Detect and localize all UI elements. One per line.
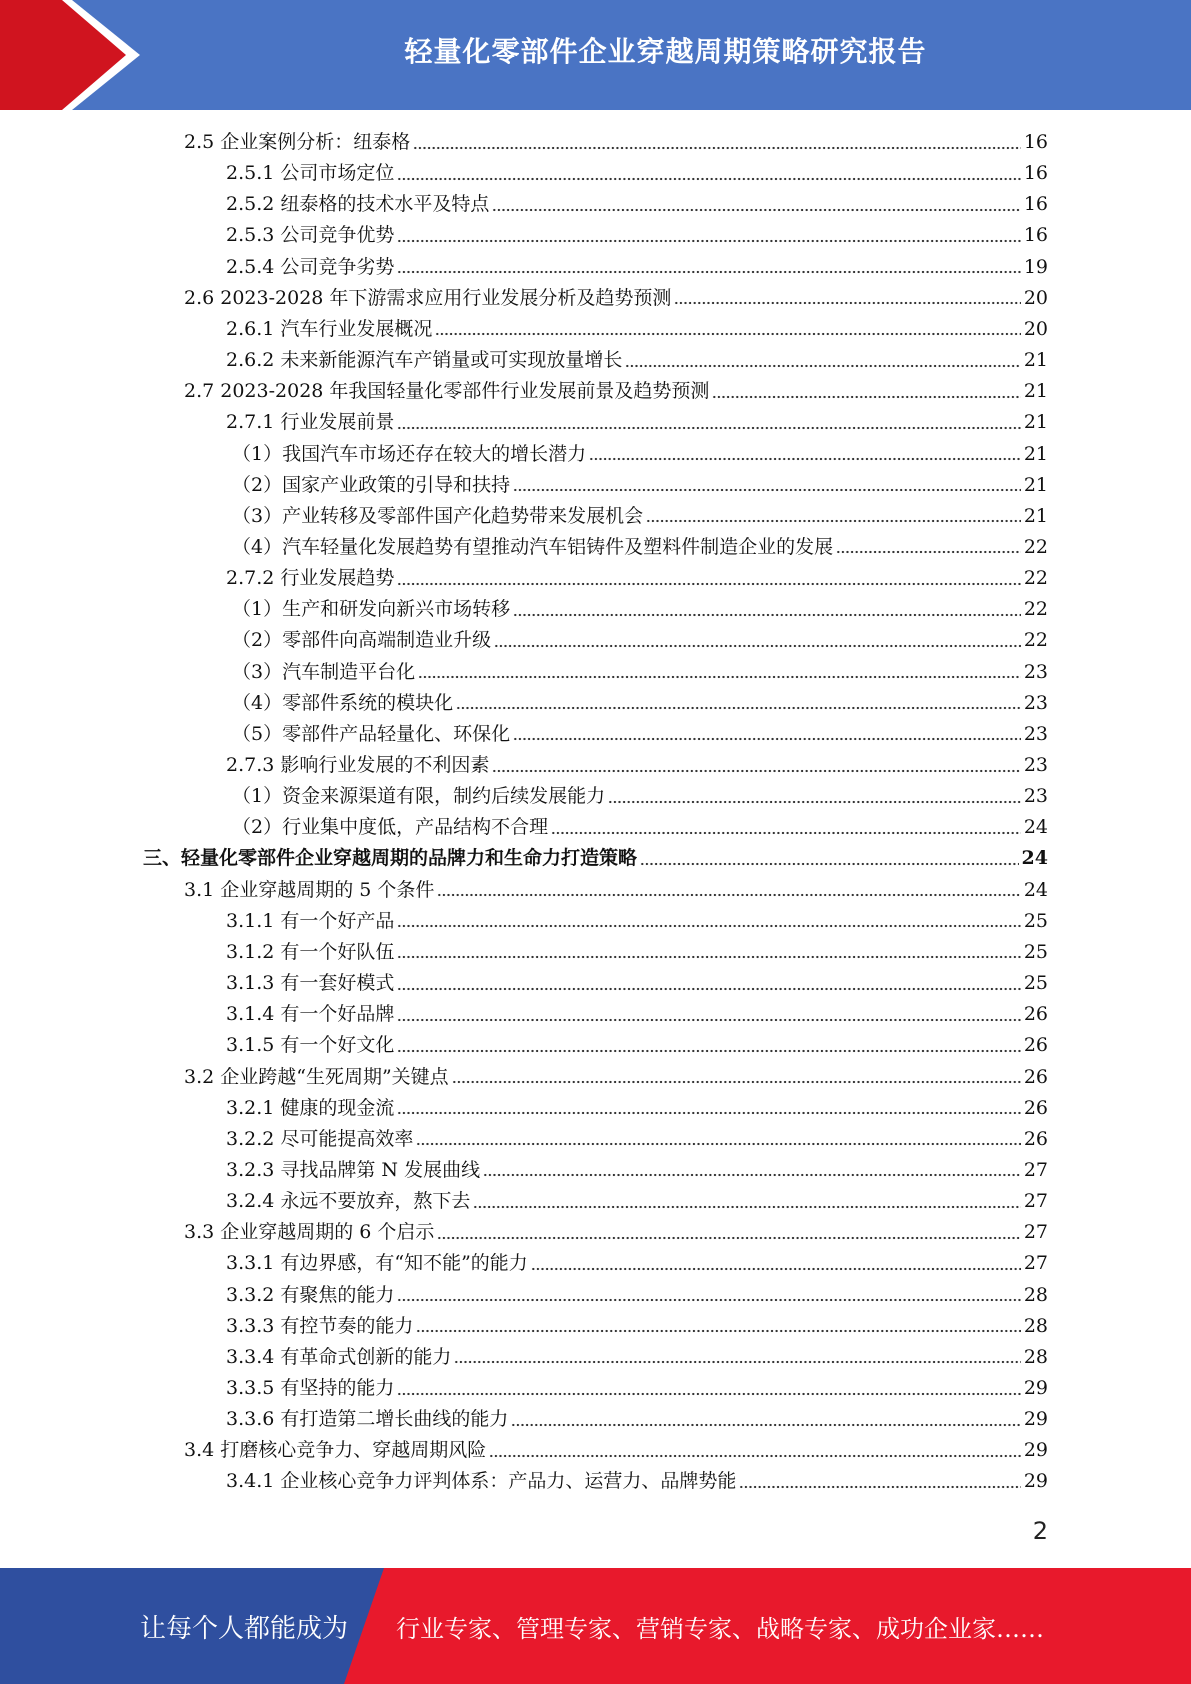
toc-entry-label: （4）零部件系统的模块化: [232, 691, 454, 714]
toc-dot-leader: [397, 985, 1020, 993]
toc-entry-page: 27: [1023, 1221, 1048, 1244]
toc-entry-page: 27: [1023, 1158, 1048, 1181]
header-arrow-decoration: [0, 0, 160, 110]
toc-dot-leader: [435, 330, 1020, 338]
toc-entry-label: （5）零部件产品轻量化、环保化: [232, 722, 511, 745]
toc-entry-label: 3.3.5 有坚持的能力: [226, 1377, 395, 1399]
toc-entry-label: 2.7.3 影响行业发展的不利因素: [226, 754, 490, 776]
toc-entry-label: 3.4.1 企业核心竞争力评判体系：产品力、运营力、品牌势能: [226, 1470, 737, 1493]
toc-dot-leader: [397, 1047, 1020, 1055]
toc-entry-label: 3.3.3 有控节奏的能力: [226, 1314, 414, 1337]
toc-entry-label: 3.2.1 健康的现金流: [226, 1096, 395, 1119]
toc-entry-label: （1）生产和研发向新兴市场转移: [232, 598, 511, 621]
toc-entry[interactable]: [226, 1311, 1048, 1342]
toc-entry-label: 3.3.4 有革命式创新的能力: [226, 1345, 452, 1368]
toc-entry-label: 3.4 打磨核心竞争力、穿越周期风险: [184, 1439, 487, 1462]
toc-entry-page: 21: [1023, 442, 1048, 465]
toc-dot-leader: [646, 517, 1021, 525]
toc-entry-page: 23: [1023, 754, 1048, 776]
toc-entry[interactable]: [232, 501, 1048, 532]
toc-entry-page: 23: [1023, 785, 1048, 808]
toc-dot-leader: [456, 704, 1021, 712]
toc-dot-leader: [739, 1483, 1020, 1491]
toc-dot-leader: [397, 175, 1020, 183]
toc-entry[interactable]: [232, 594, 1048, 625]
toc-entry[interactable]: [226, 220, 1048, 251]
toc-entry-page: 27: [1023, 1190, 1048, 1213]
toc-dot-leader: [416, 1327, 1020, 1335]
toc-entry-page: 19: [1023, 255, 1048, 278]
toc-entry[interactable]: [226, 1466, 1048, 1497]
toc-dot-leader: [397, 1109, 1020, 1117]
toc-dot-leader: [513, 486, 1021, 494]
toc-entry-label: （3）汽车制造平台化: [232, 660, 416, 683]
toc-entry-page: 16: [1023, 224, 1048, 247]
toc-entry[interactable]: [226, 1093, 1048, 1124]
toc-entry[interactable]: [184, 1217, 1048, 1248]
toc-entry-label: 3.2 企业跨越“生死周期”关键点: [184, 1065, 449, 1088]
toc-entry[interactable]: [226, 750, 1048, 781]
toc-entry-page: 20: [1023, 317, 1048, 340]
toc-entry[interactable]: [232, 688, 1048, 719]
toc-entry-page: 21: [1023, 473, 1048, 496]
toc-entry-page: 26: [1023, 1096, 1048, 1119]
toc-entry-page: 21: [1023, 380, 1048, 403]
toc-entry-label: 3.1 企业穿越周期的 5 个条件: [184, 878, 435, 901]
toc-entry-page: 25: [1023, 909, 1048, 932]
toc-entry[interactable]: [226, 563, 1048, 594]
report-title: 轻量化零部件企业穿越周期策略研究报告: [404, 35, 927, 68]
toc-dot-leader: [397, 580, 1020, 588]
toc-entry-page: 26: [1023, 1034, 1048, 1057]
toc-entry-label: 2.5 企业案例分析：纽泰格: [184, 131, 411, 153]
toc-entry-page: 23: [1023, 660, 1048, 683]
toc-entry[interactable]: [226, 407, 1048, 438]
toc-dot-leader: [418, 673, 1021, 681]
toc-entry-label: 3.1.5 有一个好文化: [226, 1034, 395, 1057]
toc-entry[interactable]: [226, 1155, 1048, 1186]
toc-dot-leader: [494, 642, 1021, 650]
toc-entry[interactable]: [232, 625, 1048, 656]
toc-entry-label: 2.5.4 公司竞争劣势: [226, 255, 395, 278]
toc-dot-leader: [589, 455, 1021, 463]
toc-entry-label: （1）我国汽车市场还存在较大的增长潜力: [232, 442, 587, 465]
toc-entry-page: 28: [1023, 1283, 1048, 1306]
toc-entry-page: 29: [1023, 1439, 1048, 1462]
toc-entry-label: 2.7.1 行业发展前景: [226, 411, 395, 434]
toc-dot-leader: [397, 1390, 1020, 1398]
toc-entry[interactable]: [143, 843, 1048, 874]
toc-entry-label: （2）国家产业政策的引导和扶持: [232, 473, 511, 496]
toc-entry-page: 26: [1023, 1127, 1048, 1150]
toc-dot-leader: [608, 798, 1021, 806]
toc-entry-page: 16: [1023, 162, 1048, 185]
toc-entry-label: 2.6.2 未来新能源汽车产销量或可实现放量增长: [226, 349, 623, 372]
page-header: [0, 0, 1191, 110]
toc-entry-label: 3.1.1 有一个好产品: [226, 909, 395, 932]
toc-dot-leader: [483, 1171, 1021, 1179]
toc-entry-label: 三、轻量化零部件企业穿越周期的品牌力和生命力打造策略: [143, 847, 638, 870]
toc-entry[interactable]: [226, 906, 1048, 937]
toc-entry-label: 2.5.1 公司市场定位: [226, 162, 395, 185]
toc-entry-page: 24: [1023, 878, 1048, 901]
toc-entry-label: 3.3.2 有聚焦的能力: [226, 1283, 395, 1306]
toc-entry-page: 21: [1023, 504, 1048, 527]
toc-entry[interactable]: [184, 1062, 1048, 1093]
toc-entry[interactable]: [226, 158, 1048, 189]
toc-entry[interactable]: [232, 719, 1048, 750]
toc-dot-leader: [513, 735, 1021, 743]
toc-dot-leader: [397, 424, 1020, 432]
toc-entry-label: 2.6.1 汽车行业发展概况: [226, 317, 433, 340]
toc-entry-page: 26: [1023, 1003, 1048, 1026]
toc-dot-leader: [489, 1452, 1021, 1460]
toc-entry[interactable]: [226, 937, 1048, 968]
toc-entry-page: 24: [1023, 816, 1048, 839]
toc-entry[interactable]: [184, 1435, 1048, 1466]
toc-dot-leader: [397, 922, 1020, 930]
toc-entry[interactable]: [184, 283, 1048, 314]
toc-entry-label: （1）资金来源渠道有限，制约后续发展能力: [232, 785, 606, 808]
toc-entry[interactable]: [184, 875, 1048, 906]
toc-entry[interactable]: [232, 532, 1048, 563]
toc-entry[interactable]: [226, 345, 1048, 376]
toc-entry[interactable]: [184, 376, 1048, 407]
toc-entry[interactable]: [232, 657, 1048, 688]
toc-entry-label: 3.3 企业穿越周期的 6 个启示: [184, 1221, 435, 1244]
toc-entry-page: 29: [1023, 1408, 1048, 1431]
toc-entry-page: 28: [1023, 1314, 1048, 1337]
toc-entry-page: 27: [1023, 1252, 1048, 1275]
toc-entry-page: 24: [1021, 847, 1048, 870]
toc-entry-page: 25: [1023, 972, 1048, 995]
toc-entry-label: 2.6 2023-2028 年下游需求应用行业发展分析及趋势预测: [184, 286, 672, 309]
toc-entry-label: （2）行业集中度低，产品结构不合理: [232, 816, 549, 839]
toc-dot-leader: [674, 299, 1020, 307]
toc-dot-leader: [452, 1078, 1021, 1086]
toc-dot-leader: [437, 891, 1020, 899]
toc-dot-leader: [416, 1140, 1020, 1148]
toc-entry-label: 3.1.4 有一个好品牌: [226, 1003, 395, 1026]
toc-entry[interactable]: [232, 439, 1048, 470]
toc-dot-leader: [397, 237, 1020, 245]
toc-dot-leader: [437, 1234, 1020, 1242]
toc-entry-page: 22: [1023, 567, 1048, 590]
toc-dot-leader: [625, 362, 1020, 370]
toc-entry-label: （3）产业转移及零部件国产化趋势带来发展机会: [232, 504, 644, 527]
toc-entry[interactable]: [184, 127, 1048, 158]
toc-entry-label: 2.5.3 公司竞争优势: [226, 224, 395, 247]
toc-dot-leader: [397, 1296, 1020, 1304]
toc-entry-label: 3.3.1 有边界感，有“知不能”的能力: [226, 1252, 528, 1275]
toc-entry-page: 21: [1023, 411, 1048, 434]
toc-entry[interactable]: [226, 1248, 1048, 1279]
toc-entry-page: 16: [1023, 131, 1048, 153]
toc-dot-leader: [473, 1203, 1020, 1211]
footer-slogan-left: 让每个人都能成为: [140, 1613, 349, 1644]
toc-entry-page: 20: [1023, 286, 1048, 309]
toc-dot-leader: [397, 1016, 1020, 1024]
toc-dot-leader: [413, 144, 1021, 152]
toc-entry-label: （2）零部件向高端制造业升级: [232, 629, 492, 652]
toc-dot-leader: [492, 767, 1020, 775]
page-footer: [0, 1568, 1191, 1684]
toc-entry[interactable]: [226, 189, 1048, 220]
toc-entry[interactable]: [226, 1030, 1048, 1061]
toc-dot-leader: [397, 268, 1020, 276]
toc-dot-leader: [492, 206, 1020, 214]
toc-entry[interactable]: [226, 1124, 1048, 1155]
toc-entry-page: 26: [1023, 1065, 1048, 1088]
toc-entry-label: 3.2.2 尽可能提高效率: [226, 1127, 414, 1150]
toc-dot-leader: [511, 1421, 1020, 1429]
toc-entry-page: 23: [1023, 722, 1048, 745]
toc-entry-page: 29: [1023, 1377, 1048, 1399]
toc-dot-leader: [531, 1265, 1021, 1273]
toc-entry-page: 22: [1023, 535, 1048, 558]
toc-dot-leader: [454, 1358, 1020, 1366]
toc-entry-label: 2.5.2 纽泰格的技术水平及特点: [226, 193, 490, 216]
toc-entry-label: 2.7.2 行业发展趋势: [226, 567, 395, 590]
toc-entry-page: 29: [1023, 1470, 1048, 1493]
toc-entry[interactable]: [226, 314, 1048, 345]
toc-entry-label: （4）汽车轻量化发展趋势有望推动汽车铝铸件及塑料件制造企业的发展: [232, 535, 834, 558]
toc-entry-page: 28: [1023, 1345, 1048, 1368]
page-number: 2: [1032, 1517, 1048, 1545]
toc-entry-label: 3.2.3 寻找品牌第 N 发展曲线: [226, 1158, 481, 1181]
toc-entry-label: 3.1.2 有一个好队伍: [226, 940, 395, 963]
toc-entry[interactable]: [226, 1186, 1048, 1217]
toc-entry[interactable]: [232, 470, 1048, 501]
toc-entry[interactable]: [226, 1280, 1048, 1311]
toc-dot-leader: [397, 953, 1020, 961]
toc-entry-page: 22: [1023, 629, 1048, 652]
toc-entry[interactable]: [226, 968, 1048, 999]
toc-dot-leader: [712, 393, 1020, 401]
toc-dot-leader: [513, 611, 1021, 619]
toc-entry-label: 3.2.4 永远不要放弃，熬下去: [226, 1190, 471, 1213]
toc-entry-label: 3.3.6 有打造第二增长曲线的能力: [226, 1408, 509, 1431]
toc-entry-page: 16: [1023, 193, 1048, 216]
toc-entry[interactable]: [232, 781, 1048, 812]
toc-entry-label: 3.1.3 有一套好模式: [226, 972, 395, 995]
toc-dot-leader: [836, 548, 1021, 556]
toc-entry[interactable]: [226, 1342, 1048, 1373]
footer-slogan-right: 行业专家、管理专家、营销专家、战略专家、成功企业家……: [396, 1614, 1044, 1643]
toc-entry[interactable]: [226, 1404, 1048, 1435]
toc-dot-leader: [640, 860, 1019, 868]
toc-entry[interactable]: [226, 999, 1048, 1030]
toc-entry[interactable]: [226, 1373, 1048, 1404]
toc-entry-page: 21: [1023, 349, 1048, 372]
toc-entry[interactable]: [232, 812, 1048, 843]
toc-entry-label: 2.7 2023-2028 年我国轻量化零部件行业发展前景及趋势预测: [184, 380, 710, 403]
toc-entry-page: 22: [1023, 598, 1048, 621]
toc-dot-leader: [551, 829, 1021, 837]
toc-entry[interactable]: [226, 252, 1048, 283]
toc-entry-page: 25: [1023, 940, 1048, 963]
toc-entry-page: 23: [1023, 691, 1048, 714]
